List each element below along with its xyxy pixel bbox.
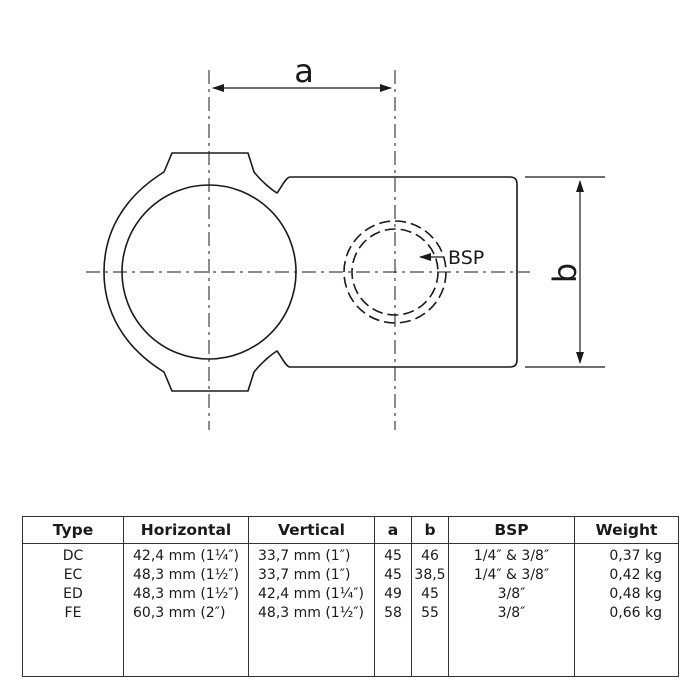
cell-a: 45 [375,566,412,585]
cell-horizontal: 60,3 mm (2″) [124,604,249,623]
cell-type: DC [23,544,124,567]
header-vertical: Vertical [249,517,375,544]
cell-vertical: 48,3 mm (1½″) [249,604,375,623]
cell-bsp: 1/4″ & 3/8″ [449,544,575,567]
cell-weight: 0,66 kg [575,604,679,623]
cell-bsp: 1/4″ & 3/8″ [449,566,575,585]
cell-weight: 0,48 kg [575,585,679,604]
cell-vertical: 33,7 mm (1″) [249,544,375,567]
cell-vertical: 33,7 mm (1″) [249,566,375,585]
cell-bsp: 3/8″ [449,604,575,623]
cell-vertical: 42,4 mm (1¼″) [249,585,375,604]
table-row [23,585,679,604]
cell-b: 46 [412,544,449,567]
specification-table [22,516,679,677]
header-b: b [412,517,449,544]
cell-type: ED [23,585,124,604]
cell-horizontal: 48,3 mm (1½″) [124,566,249,585]
cell-horizontal: 48,3 mm (1½″) [124,585,249,604]
cell-type: FE [23,604,124,623]
table-row [23,604,679,623]
cell-weight: 0,42 kg [575,566,679,585]
table-row [23,566,679,585]
cell-type: EC [23,566,124,585]
cell-b: 55 [412,604,449,623]
cell-weight: 0,37 kg [575,544,679,567]
header-weight: Weight [575,517,679,544]
cell-horizontal: 42,4 mm (1¼″) [124,544,249,567]
header-horizontal: Horizontal [124,517,249,544]
table-header-row [23,517,679,544]
bsp-label: BSP [448,247,485,269]
cell-a: 45 [375,544,412,567]
cell-b: 38,5 [412,566,449,585]
cell-a: 49 [375,585,412,604]
table-filler-row [23,623,679,677]
dimension-b-label: b [546,262,584,284]
cell-a: 58 [375,604,412,623]
header-bsp: BSP [449,517,575,544]
header-a: a [375,517,412,544]
cell-b: 45 [412,585,449,604]
table-row [23,544,679,567]
cell-bsp: 3/8″ [449,585,575,604]
dimension-a-label: a [294,52,314,90]
header-type: Type [23,517,124,544]
